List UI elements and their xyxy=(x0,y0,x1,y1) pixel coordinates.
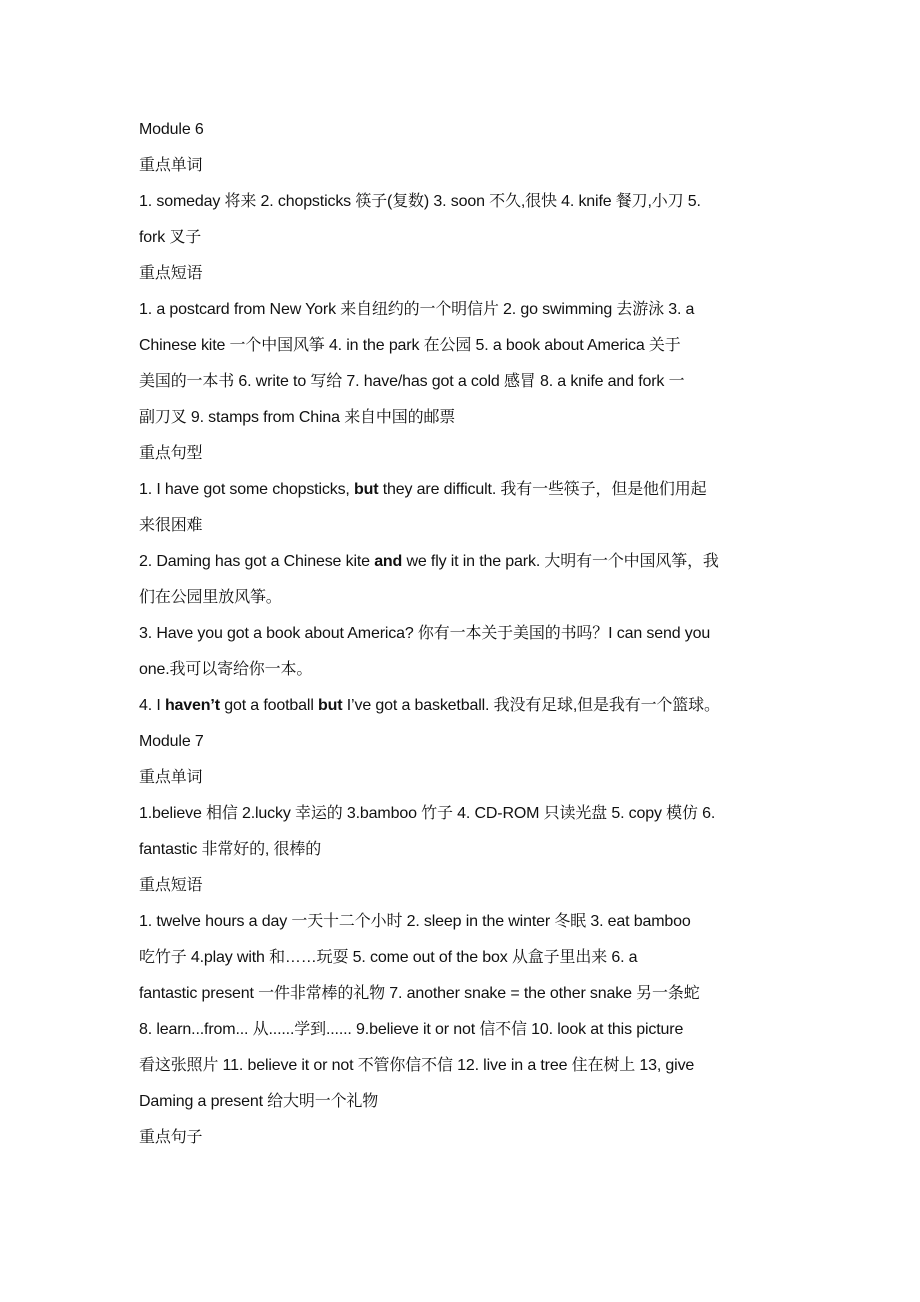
module-6-phrases-line: 1. a postcard from New York 来自纽约的一个明信片 2. go swimming 去游泳 3. a xyxy=(139,301,695,318)
module-7-phrases-line: 1. twelve hours a day 一天十二个小时 2. sleep in the winter 冬眠 3. eat bamboo xyxy=(139,913,691,930)
module-6-phrases-line: 副刀叉 9. stamps from China 来自中国的邮票 xyxy=(139,409,456,426)
module-7-phrases-line: Daming a present 给大明一个礼物 xyxy=(139,1093,379,1110)
bold-keyword: but xyxy=(318,697,343,714)
sentence-text: I’ve got a basketball. 我没有足球,但是我有一个篮球。 xyxy=(342,697,720,714)
bold-keyword: and xyxy=(374,553,403,570)
sentence-text: 2. Daming has got a Chinese kite xyxy=(139,553,375,570)
module-7-title: Module 7 xyxy=(139,733,204,750)
sentence-2-line-2: 们在公园里放风筝。 xyxy=(139,589,282,606)
sentence-2-line-1 xyxy=(139,544,787,580)
sentence-1-line-2: 来很困难 xyxy=(139,517,203,534)
sentence-text: we fly it in the park. 大明有一个中国风筝，我 xyxy=(402,553,719,570)
bold-keyword: haven’t xyxy=(164,697,220,714)
module-6-words-line: 1. someday 将来 2. chopsticks 筷子(复数) 3. soon 不久,很快 4. knife 餐刀,小刀 5. xyxy=(139,193,701,210)
module-6-words-line: fork 叉子 xyxy=(139,229,202,246)
module-7-phrases-line: 看这张照片 11. believe it or not 不管你信不信 12. live in a tree 住在树上 13, give xyxy=(139,1057,695,1074)
sentence-text: 4. I xyxy=(139,697,165,714)
sentence-1-line-1 xyxy=(139,472,787,508)
module-6-title: Module 6 xyxy=(139,121,204,138)
module-7-phrases-line: 8. learn...from... 从......学到...... 9.believe it or not 信不信 10. look at this picture xyxy=(139,1021,684,1038)
module-7-sentences-heading: 重点句子 xyxy=(139,1129,203,1146)
sentence-3-line-1: 3. Have you got a book about America? 你有一本关于美国的书吗？I can send you xyxy=(139,625,711,642)
sentence-text: got a football xyxy=(219,697,319,714)
module-7-phrases-line: 吃竹子 4.play with 和……玩耍 5. come out of the box 从盒子里出来 6. a xyxy=(139,949,638,966)
module-6-phrases-line: 美国的一本书 6. write to 写给 7. have/has got a cold 感冒 8. a knife and fork 一 xyxy=(139,373,685,390)
module-6-phrases-heading: 重点短语 xyxy=(139,265,203,282)
module-7-phrases-heading: 重点短语 xyxy=(139,877,203,894)
bold-keyword: but xyxy=(354,481,379,498)
module-7-phrases-line: fantastic present 一件非常棒的礼物 7. another snake = the other snake 另一条蛇 xyxy=(139,985,700,1002)
sentence-3-line-2: one.我可以寄给你一本。 xyxy=(139,661,313,678)
module-6-phrases-line: Chinese kite 一个中国风筝 4. in the park 在公园 5. a book about America 关于 xyxy=(139,337,681,354)
sentence-text: they are difficult. 我有一些筷子，但是他们用起 xyxy=(378,481,707,498)
sentence-text: 1. I have got some chopsticks, xyxy=(139,481,355,498)
document-page xyxy=(139,112,787,1156)
module-6-sentences-heading: 重点句型 xyxy=(139,445,203,462)
module-7-words-heading: 重点单词 xyxy=(139,769,203,786)
module-7-words-line: 1.believe 相信 2.lucky 幸运的 3.bamboo 竹子 4. CD-ROM 只读光盘 5. copy 模仿 6. xyxy=(139,805,716,822)
module-7-words-line: fantastic 非常好的, 很棒的 xyxy=(139,841,322,858)
sentence-4 xyxy=(139,688,787,724)
module-6-words-heading: 重点单词 xyxy=(139,157,203,174)
